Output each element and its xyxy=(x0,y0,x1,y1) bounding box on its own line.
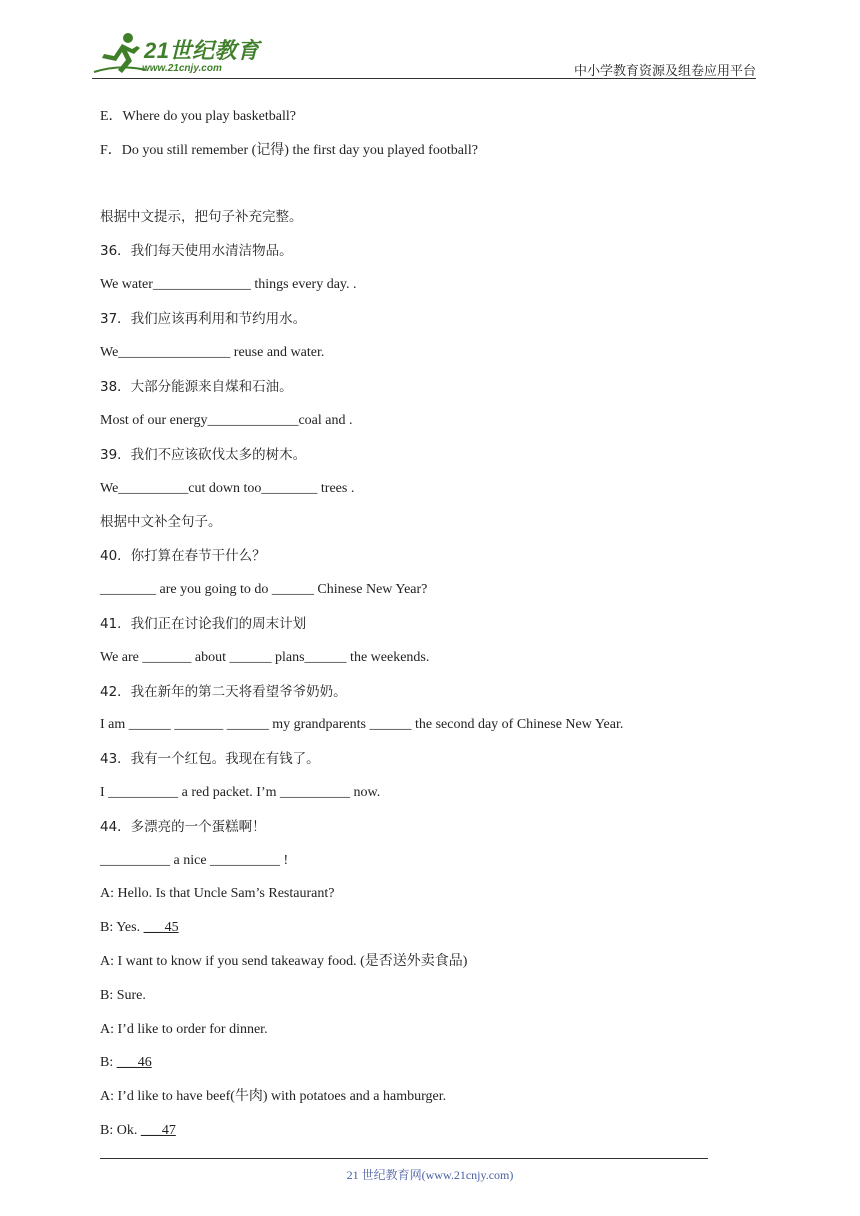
document-line xyxy=(100,1054,152,1072)
line-text: We are _______ about ______ plans______ the weekends. xyxy=(100,650,430,665)
document-line xyxy=(100,242,293,260)
document-line xyxy=(100,480,354,498)
document-line xyxy=(100,276,357,294)
document-line xyxy=(100,412,352,430)
runner-logo-icon xyxy=(92,30,148,76)
line-text: A: I’d like to have beef(牛肉) with potatoes and a hamburger. xyxy=(100,1089,447,1104)
site-logo xyxy=(92,30,272,78)
footer-divider xyxy=(100,1158,708,1159)
line-text: B: xyxy=(100,1055,117,1070)
line-text: We water______________ things every day. . xyxy=(100,277,357,292)
document-line xyxy=(100,1088,446,1106)
line-text: 39．我们不应该砍伐太多的树木。 xyxy=(100,447,307,463)
document-line xyxy=(100,615,306,633)
document-line xyxy=(100,784,380,802)
document-line xyxy=(100,987,146,1005)
line-text: 37．我们应该再利用和节约用水。 xyxy=(100,311,307,327)
document-line xyxy=(100,108,296,126)
document-line xyxy=(100,513,222,531)
document-line xyxy=(100,378,293,396)
document-line xyxy=(100,344,324,362)
answer-blank: ___46 xyxy=(116,1055,152,1070)
line-text: We________________ reuse and water. xyxy=(100,345,325,360)
document-line xyxy=(100,1122,176,1140)
header-divider xyxy=(92,78,756,79)
document-line xyxy=(100,716,623,734)
line-text: ________ are you going to do ______ Chinese New Year? xyxy=(100,582,428,597)
page-footer: 21 世纪教育网(www.21cnjy.com) xyxy=(346,1168,514,1182)
header-platform-name: 中小学教育资源及组卷应用平台 xyxy=(573,64,756,79)
line-text: __________ a nice __________ ! xyxy=(100,853,289,868)
document-line xyxy=(100,683,347,701)
page-header xyxy=(92,30,756,80)
line-text: Most of our energy_____________coal and . xyxy=(100,413,353,428)
document-line xyxy=(100,547,266,565)
line-text: E．Where do you play basketball? xyxy=(100,109,296,124)
logo-url: www.21cnjy.com xyxy=(142,63,222,74)
line-text: 43．我有一个红包。我现在有钱了。 xyxy=(100,751,320,767)
document-line xyxy=(100,1021,268,1039)
document-line xyxy=(100,919,179,937)
document-line xyxy=(100,446,306,464)
logo-text: 21世纪教育 xyxy=(144,38,260,63)
line-text: B: Ok. xyxy=(100,1123,141,1138)
line-text: 36．我们每天使用水清洁物品。 xyxy=(100,243,293,259)
line-text: 41．我们正在讨论我们的周末计划 xyxy=(100,616,307,632)
line-text: A: Hello. Is that Uncle Sam’s Restaurant? xyxy=(100,886,335,901)
document-line xyxy=(100,208,303,226)
document-line xyxy=(100,310,306,328)
document-line xyxy=(100,852,288,870)
line-text: B: Sure. xyxy=(100,988,146,1003)
line-text: B: Yes. xyxy=(100,920,144,935)
answer-blank: ___45 xyxy=(143,920,179,935)
line-text: I am ______ _______ ______ my grandparents ______ the second day of Chinese New Year. xyxy=(100,717,624,732)
document-line xyxy=(100,649,429,667)
line-text: F．Do you still remember (记得) the first day you played football? xyxy=(100,143,478,158)
line-text: We__________cut down too________ trees . xyxy=(100,481,355,496)
line-text: A: I’d like to order for dinner. xyxy=(100,1022,268,1037)
document-line xyxy=(100,818,266,836)
answer-blank: ___47 xyxy=(140,1123,176,1138)
line-text: A: I want to know if you send takeaway food. (是否送外卖食品) xyxy=(100,954,468,969)
document-line xyxy=(100,581,427,599)
line-text: I __________ a red packet. I’m __________ now. xyxy=(100,785,381,800)
document-line xyxy=(100,885,334,903)
line-text: 42．我在新年的第二天将看望爷爷奶奶。 xyxy=(100,684,347,700)
document-line xyxy=(100,750,320,768)
line-text: 44．多漂亮的一个蛋糕啊！ xyxy=(100,819,266,835)
line-text: 40．你打算在春节干什么？ xyxy=(100,548,266,564)
line-text: 根据中文提示，把句子补充完整。 xyxy=(100,209,303,225)
line-text: 根据中文补全句子。 xyxy=(100,514,222,530)
line-text: 38．大部分能源来自煤和石油。 xyxy=(100,379,293,395)
document-line xyxy=(100,953,467,971)
document-line xyxy=(100,142,478,160)
